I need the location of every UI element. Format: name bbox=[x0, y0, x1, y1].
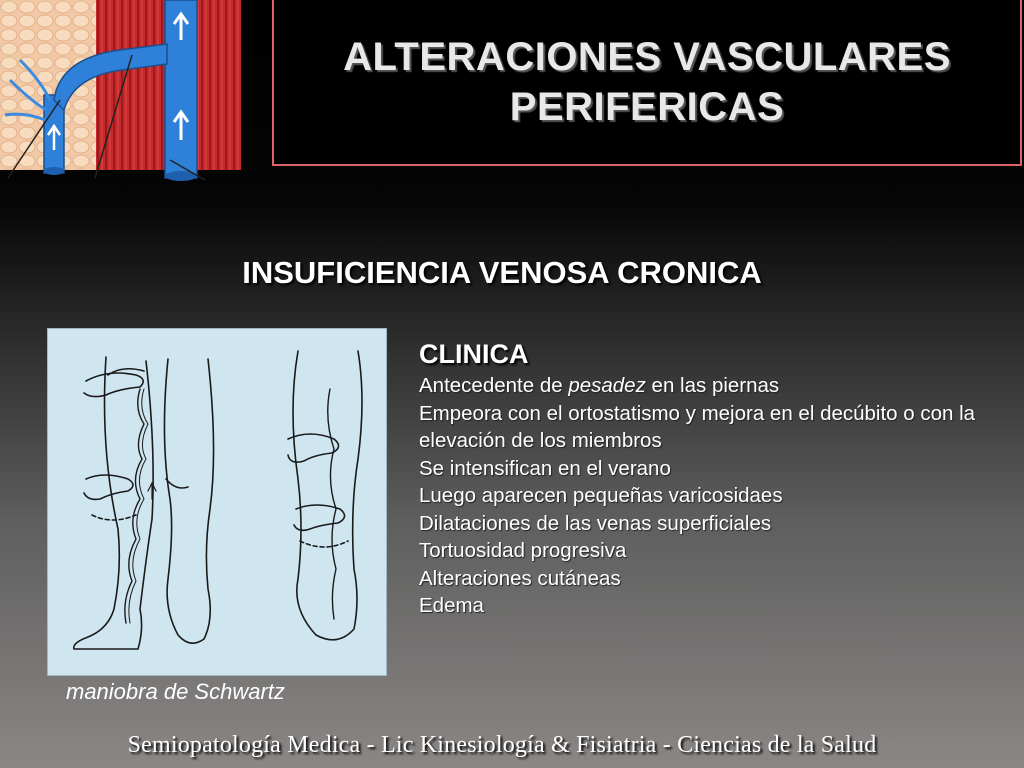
slide-title bbox=[343, 32, 951, 132]
clinica-heading: CLINICA bbox=[419, 339, 529, 369]
symptom-emphasis: pesadez bbox=[568, 374, 646, 397]
schwartz-maneuver-figure bbox=[47, 328, 387, 676]
symptom-text: Antecedente de bbox=[419, 374, 569, 397]
symptom-item bbox=[419, 372, 1009, 400]
figure-caption: maniobra de Schwartz bbox=[66, 679, 285, 704]
symptom-item: Alteraciones cutáneas bbox=[419, 566, 621, 590]
section-subtitle: INSUFICIENCIA VENOSA CRONICA bbox=[242, 255, 762, 290]
symptom-text: en las piernas bbox=[645, 374, 780, 397]
symptom-item: Dilataciones de las venas superficiales bbox=[419, 511, 772, 535]
vein-illustration bbox=[0, 0, 250, 185]
symptom-item: Empeora con el ortostatismo y mejora en el decúbito o con la elevación de los miembros bbox=[419, 401, 976, 452]
symptom-list bbox=[419, 372, 1009, 620]
symptom-item: Tortuosidad progresiva bbox=[419, 539, 627, 562]
footer-credits: Semiopatología Medica - Lic Kinesiología & Fisiatria - Ciencias de la Salud bbox=[127, 732, 877, 758]
legs-drawing bbox=[48, 329, 386, 675]
title-line-1: ALTERACIONES VASCULARES bbox=[343, 35, 951, 79]
title-line-2: PERIFERICAS bbox=[509, 85, 785, 129]
clinica-section bbox=[419, 336, 1009, 620]
symptom-item: Se intensifican en el verano bbox=[419, 456, 671, 480]
title-box bbox=[272, 0, 1022, 166]
symptom-item: Edema bbox=[419, 594, 484, 617]
symptom-item: Luego aparecen pequeñas varicosidaes bbox=[419, 484, 783, 507]
